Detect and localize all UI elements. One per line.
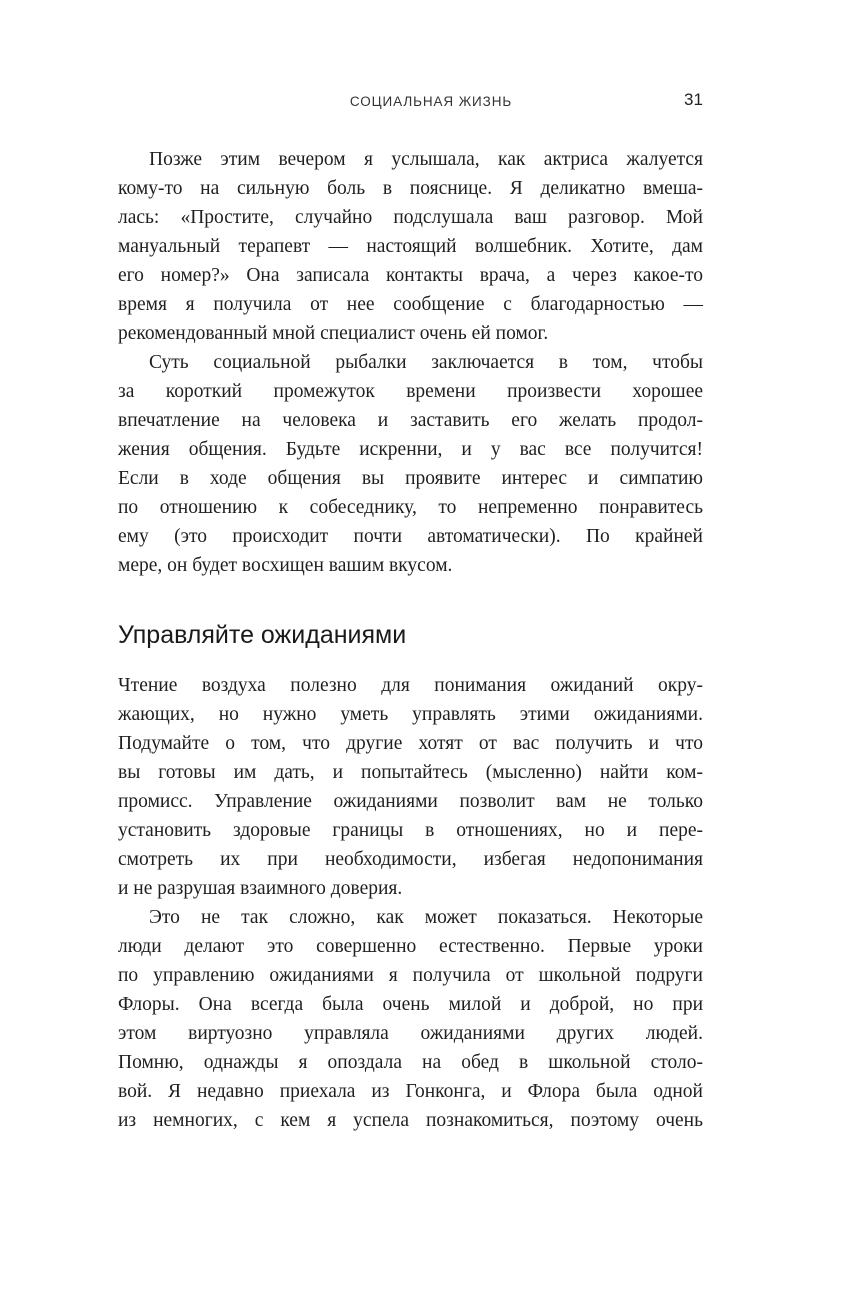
text-line: кому-то на сильную боль в пояснице. Я деликатно вмеша- [118,178,703,199]
text-line: Флоры. Она всегда была очень милой и доброй, но при [118,994,703,1015]
text-line: по управлению ожиданиями я получила от школьной подруги [118,965,703,986]
paragraph-4 [118,903,703,1135]
text-line: мануальный терапевт — настоящий волшебник. Хотите, дам [118,236,703,257]
text-line: жающих, но нужно уметь управлять этими ожиданиями. [118,704,703,725]
text-line: Подумайте о том, что другие хотят от вас получить и что [118,733,703,754]
text-line: смотреть их при необходимости, избегая недопонимания [118,849,703,870]
page-number: 31 [684,90,703,109]
running-title: СОЦИАЛЬНАЯ ЖИЗНЬ [349,94,513,109]
paragraph-1 [118,145,703,348]
text-line: рекомендованный мной специалист очень ей помог. [118,323,549,344]
text-line: этом виртуозно управляла ожиданиями других людей. [118,1023,703,1044]
text-line: ему (это происходит почти автоматически). По крайней [118,526,703,547]
running-header [0,90,862,114]
text-line: его номер?» Она записала контакты врача, а через какое-то [118,265,703,286]
text-line: за короткий промежуток времени произвести хорошее [118,381,703,402]
text-line: и не разрушая взаимного доверия. [118,878,403,899]
paragraph-3 [118,671,703,903]
text-line: из немногих, с кем я успела познакомиться, поэтому очень [118,1110,703,1131]
text-line: Позже этим вечером я услышала, как актриса жалуется [149,149,703,170]
paragraph-2 [118,348,703,580]
text-line: Это не так сложно, как может показаться. Некоторые [149,907,703,928]
text-line: Если в ходе общения вы проявите интерес и симпатию [118,468,703,489]
text-line: время я получила от нее сообщение с благодарностью — [118,294,703,315]
text-line: жения общения. Будьте искренни, и у вас все получится! [118,439,703,460]
text-line: мере, он будет восхищен вашим вкусом. [118,555,453,576]
text-line: вы готовы им дать, и попытайтесь (мысленно) найти ком- [118,762,703,783]
text-line: Помню, однажды я опоздала на обед в школьной столо- [118,1052,703,1073]
text-line: вой. Я недавно приехала из Гонконга, и Флора была одной [118,1081,703,1102]
text-line: по отношению к собеседнику, то непременно понравитесь [118,497,703,518]
section-heading: Управляйте ожиданиями [118,621,407,649]
text-line: лась: «Простите, случайно подслушала ваш разговор. Мой [118,207,703,228]
text-line: Суть социальной рыбалки заключается в том, чтобы [149,352,703,373]
text-line: впечатление на человека и заставить его желать продол- [118,410,703,431]
text-line: установить здоровые границы в отношениях, но и пере- [118,820,703,841]
text-line: люди делают это совершенно естественно. Первые уроки [118,936,703,957]
text-line: Чтение воздуха полезно для понимания ожиданий окру- [118,675,703,696]
text-line: промисс. Управление ожиданиями позволит вам не только [118,791,703,812]
